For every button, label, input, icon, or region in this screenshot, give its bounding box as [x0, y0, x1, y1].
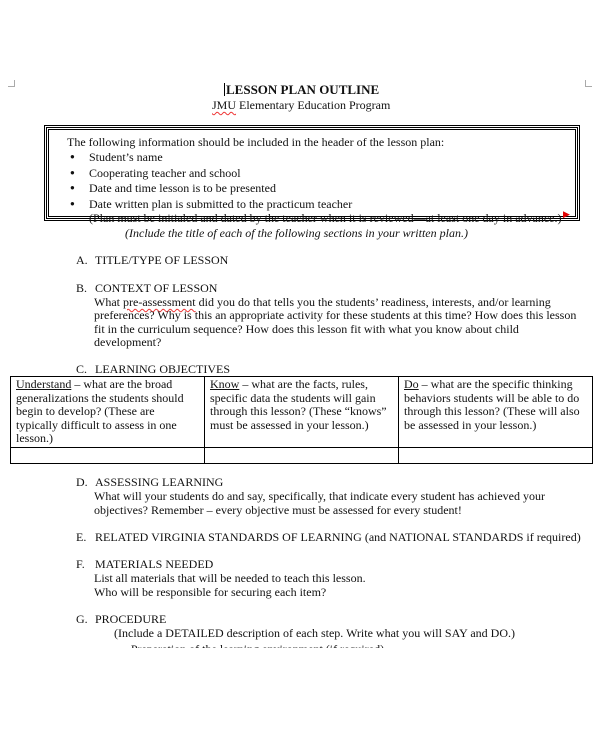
section-letter: A. — [76, 253, 88, 267]
section-d-line: What will your students do and say, specifically, that indicate every student has achieved your — [94, 489, 545, 503]
section-title: LEARNING OBJECTIVES — [95, 362, 230, 376]
section-letter: G. — [76, 612, 88, 626]
section-a-heading — [76, 253, 228, 267]
objective-desc: – what are the facts, rules, specific data the students will gain through this lesson? (These “knows” must be assessed in your lesson.) — [210, 377, 387, 432]
spellcheck-word: pre-assessment — [123, 295, 196, 309]
section-f-heading — [76, 557, 213, 571]
section-b-heading — [76, 281, 217, 295]
list-item: ● Student’s name — [89, 150, 352, 166]
page-subtitle — [212, 98, 390, 112]
section-title: MATERIALS NEEDED — [95, 557, 214, 571]
section-b-line: fit in the curriculum sequence? How does this lesson fit with what you know about child — [94, 322, 519, 336]
table-cell-know — [205, 377, 399, 448]
sections-note: (Include the title of each of the following sections in your written plan.) — [125, 226, 468, 240]
header-info-box — [46, 127, 578, 225]
section-c-heading — [76, 362, 230, 376]
page-cutoff — [0, 648, 600, 730]
table-cell-empty[interactable] — [399, 447, 593, 463]
page-corner-mark-right — [585, 80, 592, 87]
header-box-intro: The following information should be included in the header of the lesson plan: — [67, 135, 445, 149]
section-d-line: objectives? Remember – every objective must be assessed for every student! — [94, 503, 462, 517]
table-cell-do — [399, 377, 593, 448]
objective-term: Do — [404, 377, 419, 391]
spellcheck-word: JMU — [212, 98, 237, 112]
page-corner-mark-left — [8, 80, 15, 87]
section-f-line: Who will be responsible for securing each item? — [94, 585, 327, 599]
list-item: ● Cooperating teacher and school — [89, 166, 352, 182]
section-g-line: (Include a DETAILED description of each step. Write what you will SAY and DO.) — [114, 626, 516, 640]
header-bullet-list — [51, 150, 352, 212]
section-title: ASSESSING LEARNING — [95, 475, 224, 489]
table-cell-empty[interactable] — [205, 447, 399, 463]
objective-desc: – what are the specific thinking behaviors students will be able to do through this lesson? (These will also be assessed in your lesson.) — [404, 377, 580, 432]
section-b-line: development? — [94, 335, 162, 349]
section-letter: D. — [76, 475, 88, 489]
section-title: CONTEXT OF LESSON — [95, 281, 218, 295]
section-f-line: List all materials that will be needed to teach this lesson. — [94, 571, 366, 585]
page-title: LESSON PLAN OUTLINE — [226, 82, 380, 97]
section-e-heading — [76, 530, 581, 544]
objective-term: Understand — [16, 377, 72, 391]
section-letter: C. — [76, 362, 88, 376]
section-letter: E. — [76, 530, 87, 544]
text-cursor — [224, 83, 225, 96]
section-b-line: preferences? Why is this an appropriate activity for these students at this time? How does this lesson — [94, 308, 577, 322]
section-b-line: What pre-assessment did you do that tells you the students’ readiness, interests, and/or learning — [94, 295, 551, 309]
section-title: TITLE/TYPE OF LESSON — [95, 253, 229, 267]
subtitle-text: Elementary Education Program — [236, 98, 391, 112]
table-cell-understand — [11, 377, 205, 448]
section-d-heading — [76, 475, 223, 489]
header-box-note: (Plan must be initialed and dated by the teacher when it is reviewed—at least one day in advance.) — [89, 211, 562, 225]
section-letter: B. — [76, 281, 88, 295]
comment-marker-icon[interactable]: ▶ — [563, 209, 570, 219]
objective-term: Know — [210, 377, 240, 391]
list-item: ● Date and time lesson is to be presented — [89, 181, 352, 197]
section-title: PROCEDURE — [95, 612, 167, 626]
table-row-empty — [11, 447, 593, 463]
section-letter: F. — [76, 557, 85, 571]
list-item: ● Date written plan is submitted to the practicum teacher — [89, 197, 352, 213]
objective-desc: – what are the broad generalizations the students should begin to develop? (These are typically difficult to assess in one lesson.) — [16, 377, 184, 445]
section-g-heading — [76, 612, 166, 626]
learning-objectives-table — [10, 376, 593, 464]
table-row — [11, 377, 593, 448]
section-title: RELATED VIRGINIA STANDARDS OF LEARNING (and NATIONAL STANDARDS if required) — [95, 530, 581, 544]
table-cell-empty[interactable] — [11, 447, 205, 463]
